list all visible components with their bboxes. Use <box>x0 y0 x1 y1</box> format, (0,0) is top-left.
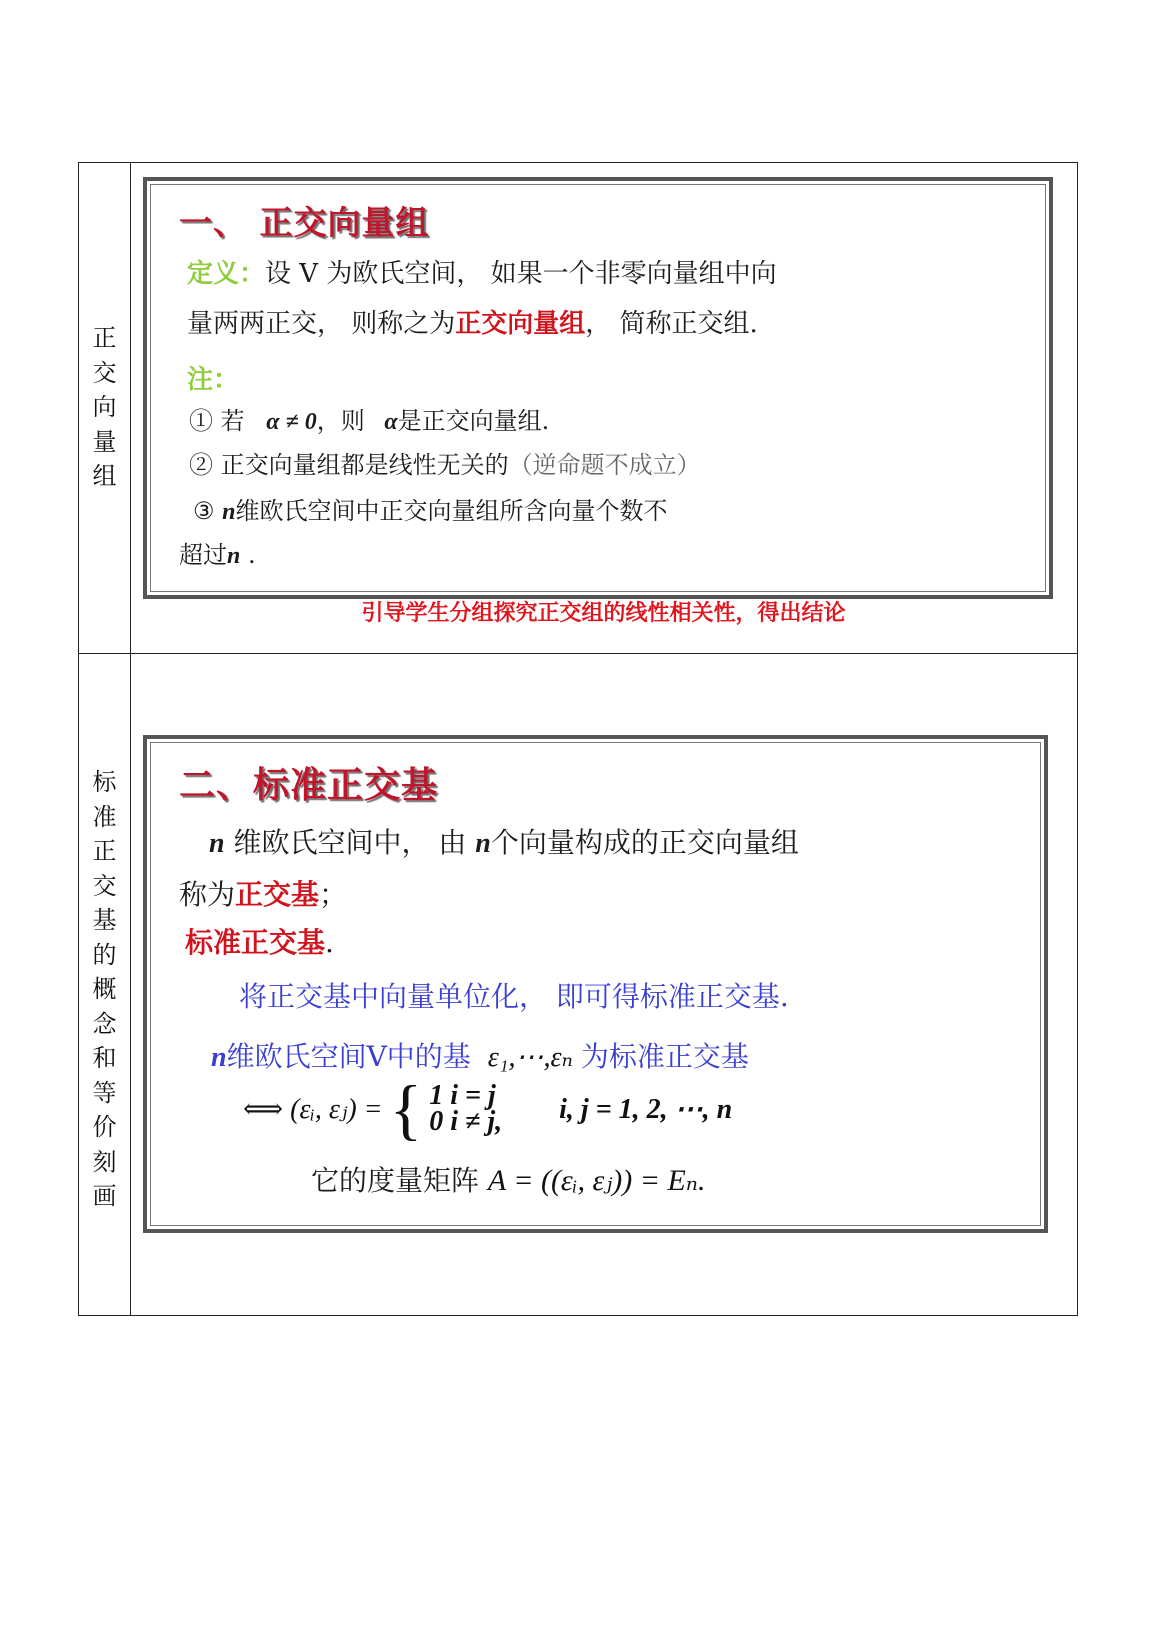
note-text: ② 正交向量组都是线性无关的 <box>189 451 509 479</box>
note-item-1 <box>189 401 549 436</box>
side-char: 交 <box>92 358 117 387</box>
body-text: 个向量构成的正交向量组 <box>490 826 799 859</box>
side-char: 正 <box>92 324 117 352</box>
slide-heading: 一、 正交向量组 <box>179 203 430 242</box>
side-char: 向 <box>92 393 117 421</box>
case-not-equal: 0 i ≠ j, <box>429 1106 503 1137</box>
definition-text: 设 V 为欧氏空间， 如果一个非零向量组中向 <box>265 259 777 289</box>
inner-product-lhs: ⟺ (εᵢ, εⱼ) = <box>243 1094 383 1125</box>
side-char: 等 <box>92 1078 117 1107</box>
side-char: 准 <box>92 802 117 831</box>
n-symbol: n <box>475 828 491 859</box>
content-table <box>78 162 1078 1316</box>
n-symbol: n <box>211 1042 227 1073</box>
definition-text: ， 简称正交组. <box>585 309 758 339</box>
table-row-orthogonal-set <box>79 163 1077 654</box>
side-char: 画 <box>92 1182 117 1210</box>
side-label-orthonormal-basis <box>79 765 130 1214</box>
side-char: 交 <box>92 871 117 900</box>
definition-line-2 <box>187 303 758 340</box>
definition-line-1 <box>187 253 777 290</box>
note-text: 超过 <box>179 541 227 569</box>
left-brace-icon: { <box>389 1071 423 1147</box>
side-char: 量 <box>92 427 117 456</box>
note-text: . <box>240 541 256 569</box>
note-text: ，则 <box>316 407 365 435</box>
term-orthogonal-basis: 正交基 <box>235 878 320 911</box>
line-orthonormal-basis <box>185 921 334 961</box>
note-text: 是正交向量组. <box>397 407 550 435</box>
note-label: 注： <box>187 365 240 395</box>
slide-heading: 二、标准正交基 <box>179 765 439 806</box>
term-orthonormal-basis: 标准正交基 <box>185 926 326 959</box>
definition-label: 定义： <box>187 259 266 289</box>
side-char: 刻 <box>92 1147 117 1176</box>
equivalence-formula <box>243 1071 733 1147</box>
note-text: ① 若 <box>189 407 245 435</box>
alpha-math: α ≠ 0 <box>266 409 317 435</box>
side-char: 正 <box>92 837 117 865</box>
n-symbol: n <box>222 499 236 525</box>
note-item-3 <box>193 491 668 526</box>
case-equal: 1 i = j <box>429 1080 496 1111</box>
case-stack <box>429 1080 503 1137</box>
basis-symbols: ε₁,⋯,εₙ <box>487 1042 573 1073</box>
line-n-vectors <box>209 821 799 861</box>
slide-orthonormal-basis <box>143 735 1048 1233</box>
n-symbol: n <box>209 828 225 859</box>
teaching-guide-note: 引导学生分组探究正交组的线性相关性，得出结论 <box>361 601 846 626</box>
side-label-orthogonal-set <box>79 321 130 494</box>
basis-condition-line <box>211 1035 749 1075</box>
n-symbol: n <box>227 543 241 569</box>
metric-matrix-formula: A = ((εᵢ, εⱼ)) = Eₙ. <box>487 1164 706 1197</box>
side-char: 和 <box>92 1044 117 1072</box>
side-column <box>79 163 131 653</box>
note-parenthetical: （逆命题不成立） <box>508 451 701 479</box>
body-text: 维欧氏空间V中的基 <box>226 1040 471 1073</box>
body-text: ； <box>319 878 348 911</box>
side-column <box>79 653 131 1315</box>
note-item-2 <box>189 445 701 480</box>
metric-matrix-line <box>311 1159 705 1199</box>
note-item-3-continued <box>179 535 256 570</box>
body-text: 维欧氏空间中， 由 <box>224 826 476 859</box>
table-row-orthonormal-basis <box>79 653 1077 1315</box>
line-orthogonal-basis <box>179 873 347 913</box>
index-range: i, j = 1, 2, ⋯, n <box>559 1094 733 1125</box>
body-text: 称为 <box>179 878 236 911</box>
side-char: 的 <box>92 940 117 969</box>
definition-text: 量两两正交， 则称之为 <box>187 309 456 339</box>
note-text: 维欧氏空间中正交向量组所含向量个数不 <box>235 497 668 525</box>
term-orthogonal-set: 正交向量组 <box>455 309 586 339</box>
side-char: 念 <box>92 1009 117 1038</box>
alpha-symbol: α <box>384 409 398 435</box>
side-char: 标 <box>92 768 117 796</box>
body-text: 它的度量矩阵 <box>311 1164 480 1197</box>
side-char: 概 <box>92 975 117 1003</box>
normalization-note: 将正交基中向量单位化， 即可得标准正交基. <box>239 980 789 1013</box>
body-text: 为标准正交基 <box>580 1040 749 1073</box>
body-text: . <box>325 926 334 959</box>
side-char: 组 <box>92 462 117 490</box>
side-char: 价 <box>92 1113 117 1141</box>
side-char: 基 <box>92 906 117 934</box>
slide-orthogonal-set <box>143 177 1053 599</box>
note-text: ③ <box>193 497 215 525</box>
